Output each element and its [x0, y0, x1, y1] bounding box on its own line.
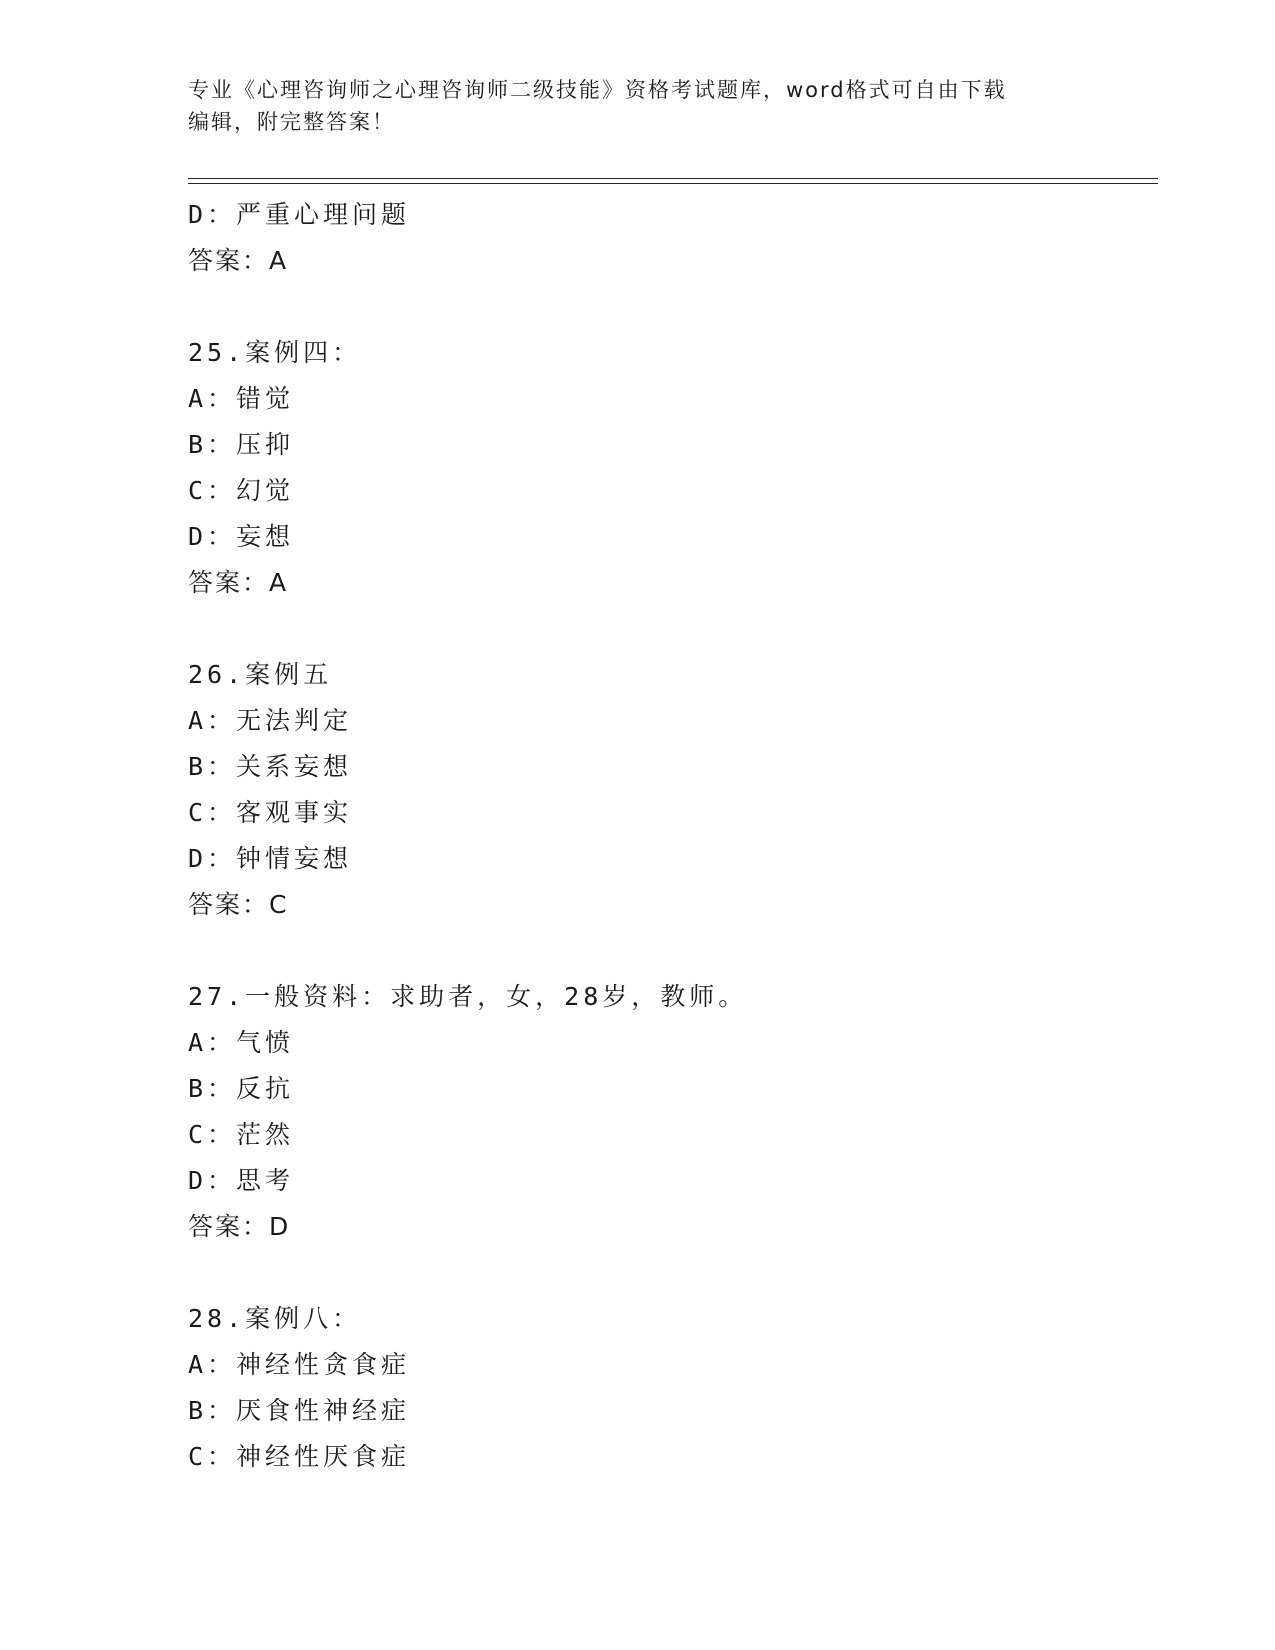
option-c: C：神经性厌食症 — [188, 1442, 411, 1471]
option-d: D：思考 — [188, 1166, 295, 1195]
question-title: 26.案例五 — [188, 660, 333, 689]
option-b: B：厌食性神经症 — [188, 1396, 411, 1425]
question-26 — [188, 652, 1148, 928]
option-b: B：关系妄想 — [188, 752, 353, 781]
spacer — [188, 1250, 1148, 1296]
option-c: C：茫然 — [188, 1120, 295, 1149]
header-line-1: 专业《心理咨询师之心理咨询师二级技能》资格考试题库，word格式可自由下载 — [188, 78, 1007, 102]
answer: 答案：C — [188, 890, 289, 919]
option-d: D：钟情妄想 — [188, 844, 353, 873]
question-list — [188, 192, 1148, 1480]
option-d: D：妄想 — [188, 522, 295, 551]
question-title: 27.一般资料：求助者，女，28岁，教师。 — [188, 982, 748, 1011]
option-a: A：气愤 — [188, 1028, 295, 1057]
header-rule-top — [188, 178, 1158, 179]
header-rule-bottom — [188, 183, 1158, 184]
option-a: A：神经性贪食症 — [188, 1350, 411, 1379]
spacer — [188, 606, 1148, 652]
option-a: A：错觉 — [188, 384, 295, 413]
prev-answer: 答案：A — [188, 246, 289, 275]
question-27 — [188, 974, 1148, 1250]
question-25 — [188, 330, 1148, 606]
spacer — [188, 928, 1148, 974]
answer: 答案：D — [188, 1212, 291, 1241]
question-title: 25.案例四： — [188, 338, 362, 367]
option-c: C：幻觉 — [188, 476, 295, 505]
option-b: B：压抑 — [188, 430, 295, 459]
question-28 — [188, 1296, 1148, 1480]
option-b: B：反抗 — [188, 1074, 295, 1103]
option-a: A：无法判定 — [188, 706, 353, 735]
document-header — [188, 74, 1068, 138]
question-title: 28.案例八： — [188, 1304, 362, 1333]
prev-option-d: D：严重心理问题 — [188, 200, 411, 229]
spacer — [188, 284, 1148, 330]
header-line-2: 编辑，附完整答案！ — [188, 110, 395, 134]
answer: 答案：A — [188, 568, 289, 597]
option-c: C：客观事实 — [188, 798, 353, 827]
